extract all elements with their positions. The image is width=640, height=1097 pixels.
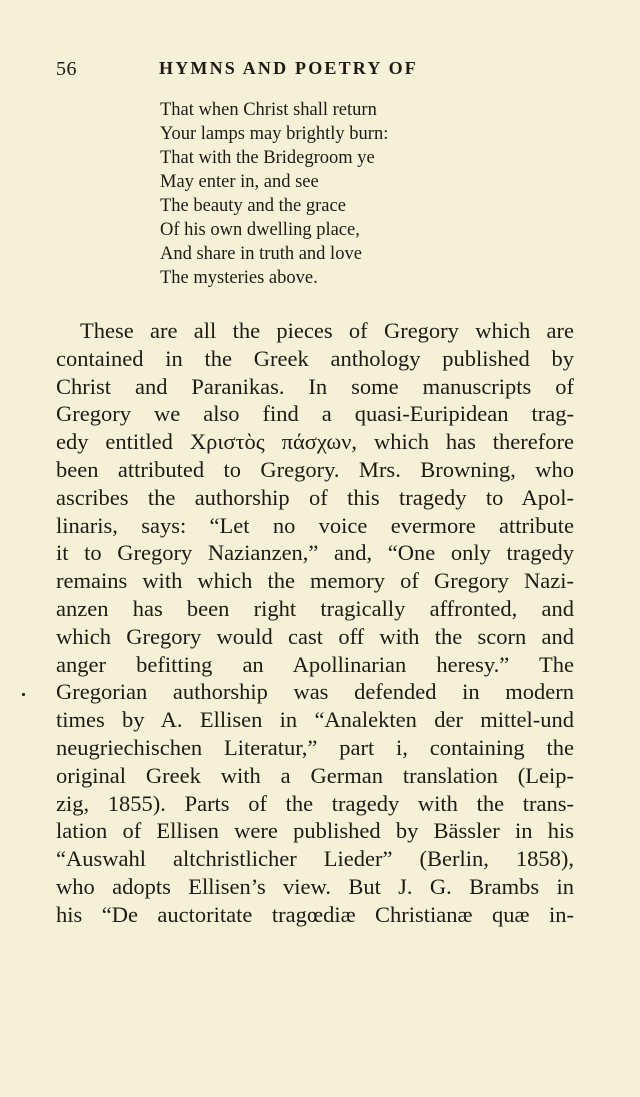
paragraph-line: These are all the pieces of Gregory which are (80, 318, 574, 343)
margin-mark (22, 693, 25, 696)
paragraph-line: neugriechischen Literatur,” part i, containing the (56, 734, 574, 760)
paragraph-line: lation of Ellisen were published by Bässler in his (56, 818, 574, 844)
paragraph-line: “Auswahl altchristlicher Lieder” (Berlin, 1858), (56, 846, 574, 872)
paragraph-line: who adopts Ellisen’s view. But J. G. Brambs in (56, 873, 574, 899)
paragraph-line: Gregory we also find a quasi-Euripidean trag- (56, 401, 574, 427)
poem-line: May enter in, and see (160, 172, 319, 192)
poem-line: The beauty and the grace (160, 196, 346, 216)
paragraph-line: ascribes the authorship of this tragedy to Apol- (56, 484, 574, 510)
body-paragraph (56, 317, 574, 929)
paragraph-line: contained in the Greek anthology published by (56, 345, 574, 371)
poem-line: That with the Bridegroom ye (160, 148, 375, 168)
paragraph-line: Gregorian authorship was defended in modern (56, 679, 574, 705)
poem-line: That when Christ shall return (160, 100, 377, 120)
paragraph-line: edy entitled Χριστὸς πάσχων, which has therefore (56, 429, 574, 455)
poem-line: And share in truth and love (160, 244, 362, 264)
paragraph-line: times by A. Ellisen in “Analekten der mittel-und (56, 707, 574, 733)
paragraph-line: zig, 1855). Parts of the tragedy with the trans- (56, 790, 574, 816)
paragraph-line: been attributed to Gregory. Mrs. Browning, who (56, 456, 574, 482)
paragraph-line: his “De auctoritate tragœdiæ Christianæ quæ in- (56, 901, 574, 927)
paragraph-line: Christ and Paranikas. In some manuscripts of (56, 373, 574, 399)
paragraph-line: original Greek with a German translation (Leip- (56, 762, 574, 788)
paragraph-line: remains with which the memory of Gregory Nazi- (56, 568, 574, 594)
running-title: HYMNS AND POETRY OF (159, 58, 419, 78)
running-head (56, 58, 574, 82)
paragraph-line: anzen has been right tragically affronted, and (56, 595, 574, 621)
poem-line: Your lamps may brightly burn: (160, 124, 389, 144)
paragraph-line: anger befitting an Apollinarian heresy.” The (56, 651, 574, 677)
poem-stanza (160, 98, 490, 290)
paragraph-line: it to Gregory Nazianzen,” and, “One only tragedy (56, 540, 574, 566)
paragraph-line: which Gregory would cast off with the scorn and (56, 623, 574, 649)
poem-line: Of his own dwelling place, (160, 220, 360, 240)
page-number: 56 (56, 58, 77, 80)
poem-line: The mysteries above. (160, 268, 318, 288)
paragraph-line: linaris, says: “Let no voice evermore attribute (56, 512, 574, 538)
